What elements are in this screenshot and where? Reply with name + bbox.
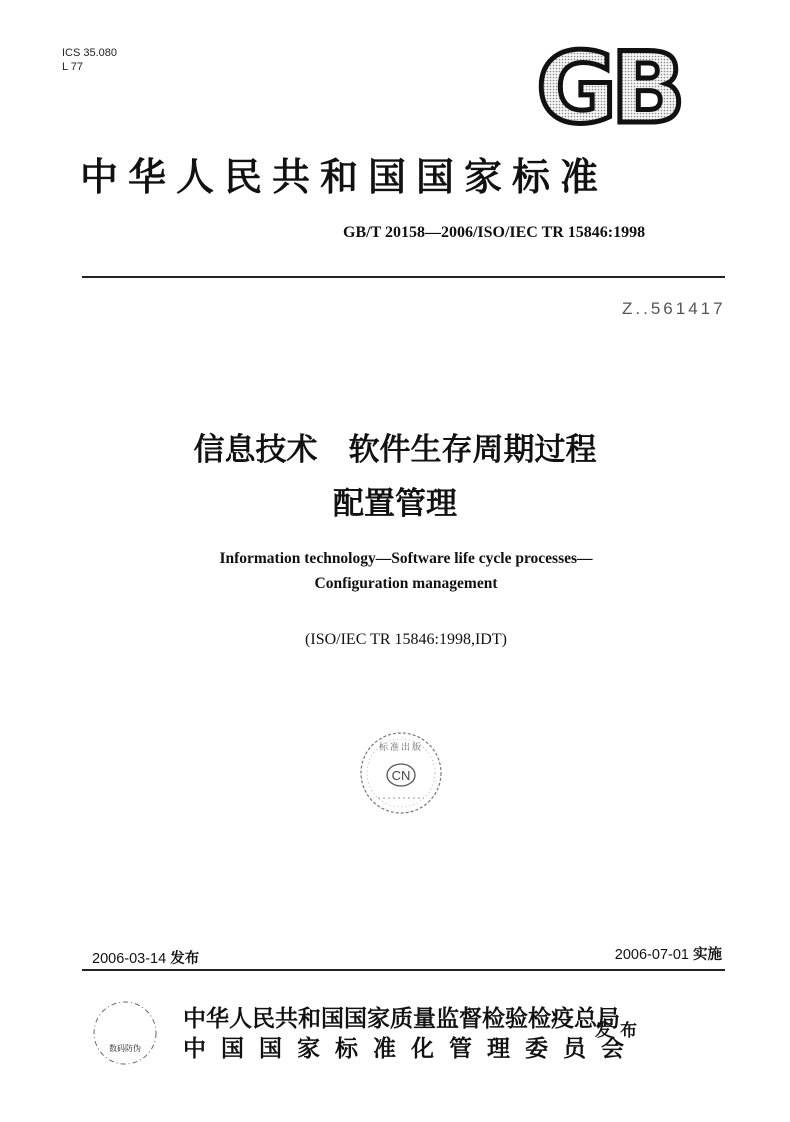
library-stamp-number: Z..561417 <box>622 299 726 318</box>
cn-title-line-1: 信息技术 软件生存周期过程 <box>193 432 597 468</box>
cn-title-line-2: 配置管理 <box>333 486 457 522</box>
en-title-line-2: Configuration management <box>314 575 498 592</box>
footer-divider <box>82 969 725 971</box>
ics-code: ICS 35.080 <box>62 47 118 59</box>
standard-number: GB/T 20158—2006/ISO/IEC TR 15846:1998 <box>343 224 646 241</box>
implement-date-label: 实施 <box>693 947 722 963</box>
seal-center-text: CN <box>391 768 411 783</box>
publish-date-label: 发布 <box>170 951 200 967</box>
classification-codes <box>62 46 117 74</box>
seal-ring-text: 标准出版 <box>378 743 424 753</box>
anti-counterfeit-label: 数码防伪 <box>109 1044 141 1053</box>
equivalence-note: (ISO/IEC TR 15846:1998,IDT) <box>305 631 507 648</box>
anti-counterfeit-seal-icon <box>90 996 160 1070</box>
implement-date-value: 2006-07-01 <box>614 947 689 963</box>
publisher-seal-icon <box>356 728 446 818</box>
en-title-line-1: Information technology—Software life cycle processes— <box>219 550 593 567</box>
publish-date <box>92 947 199 968</box>
header-divider <box>82 276 725 278</box>
issuer-line-2: 中国国家标准化管理委员会 <box>183 1036 639 1062</box>
gb-logo <box>528 40 688 132</box>
gb-logo-letters: GB <box>536 40 680 132</box>
ccs-code: L 77 <box>62 61 84 73</box>
publish-date-value: 2006-03-14 <box>92 951 167 967</box>
issuer-line-1: 中华人民共和国国家质量监督检验检疫总局 <box>183 1006 620 1032</box>
standard-category-title: 中华人民共和国国家标准 <box>80 154 609 199</box>
publish-label: 发布 <box>595 1021 645 1041</box>
implement-date <box>562 943 722 964</box>
